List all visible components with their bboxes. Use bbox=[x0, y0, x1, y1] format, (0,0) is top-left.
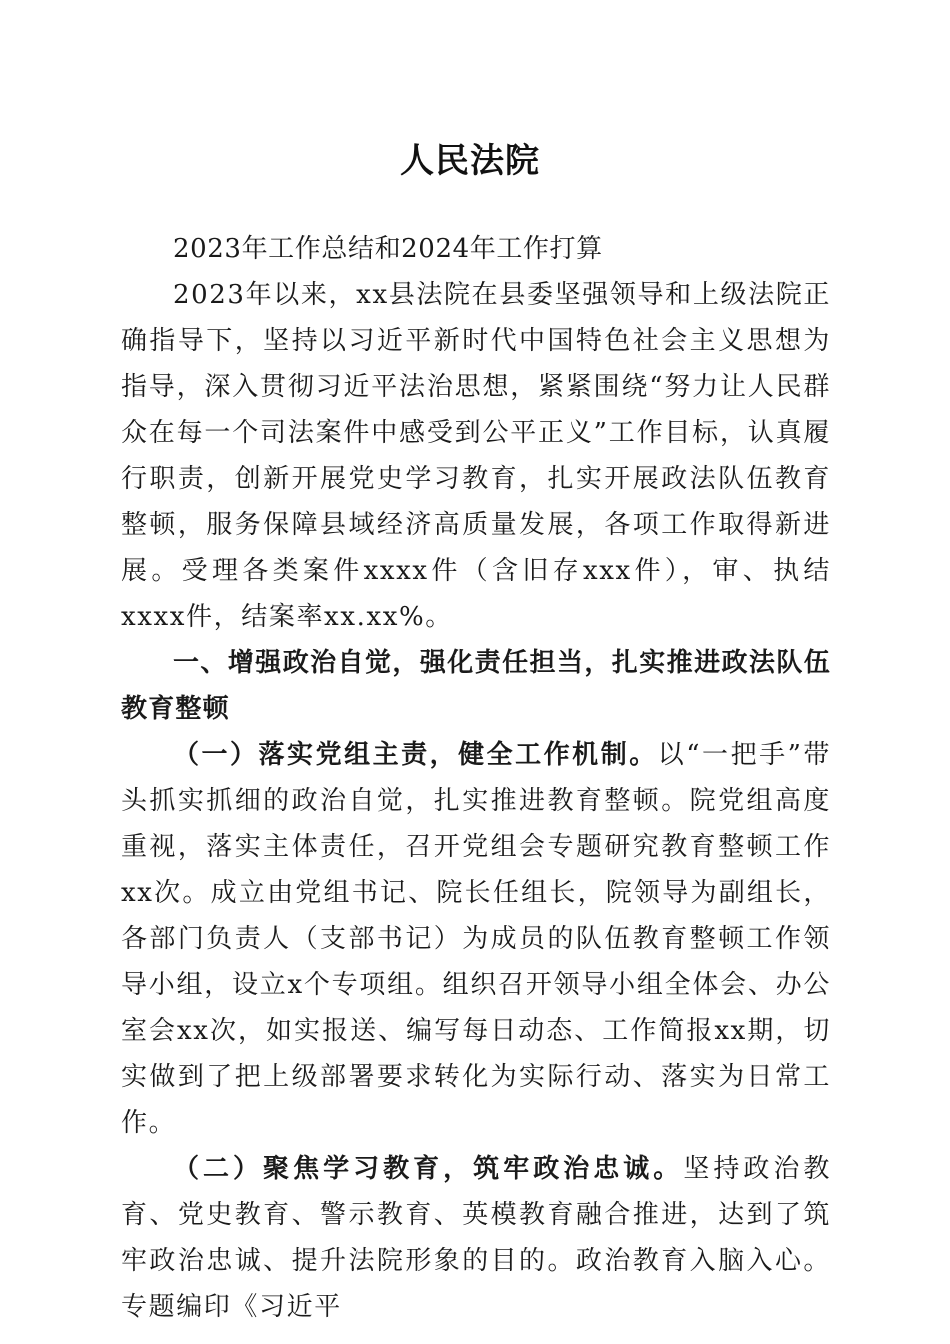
intro-paragraph: 2023年以来，xx县法院在县委坚强领导和上级法院正确指导下，坚持以习近平新时代中国特色社会主义思想为指导，深入贯彻习近平法治思想，紧紧围绕“努力让人民群众在每一个司法案件中感受到公平正义”工作目标，认真履行职责，创新开展党史学习教育，扎实开展政法队伍教育整顿，服务保障县域经济高质量发展，各项工作取得新进展。受理各类案件xxxx件（含旧存xxx件），审、执结xxxx件，结案率xx.xx%。 bbox=[121, 280, 831, 632]
document-title: 人民法院 bbox=[400, 141, 540, 181]
item-1-lead: （一）落实党组主责，健全工作机制。 bbox=[173, 740, 658, 770]
section-1-item-2 bbox=[121, 1146, 831, 1330]
document-body bbox=[121, 226, 831, 1330]
document-subtitle: 2023年工作总结和2024年工作打算 bbox=[173, 234, 603, 264]
section-1-item-1 bbox=[121, 732, 831, 1146]
item-1-text: 以“一把手”带头抓实抓细的政治自觉，扎实推进教育整顿。院党组高度重视，落实主体责任，召开党组会专题研究教育整顿工作xx次。成立由党组书记、院长任组长，院领导为副组长，各部门负责人（支部书记）为成员的队伍教育整顿工作领导小组，设立x个专项组。组织召开领导小组全体会、办公室会xx次，如实报送、编写每日动态、工作简报xx期，切实做到了把上级部署要求转化为实际行动、落实为日常工作。 bbox=[121, 740, 831, 1138]
item-2-lead: （二）聚焦学习教育，筑牢政治忠诚。 bbox=[173, 1154, 684, 1184]
item-2-text: 坚持政治教育、党史教育、警示教育、英模教育融合推进，达到了筑牢政治忠诚、提升法院形象的目的。政治教育入脑入心。专题编印《习近平 bbox=[121, 1154, 831, 1322]
section-1-heading: 一、增强政治自觉，强化责任担当，扎实推进政法队伍教育整顿 bbox=[121, 648, 831, 724]
